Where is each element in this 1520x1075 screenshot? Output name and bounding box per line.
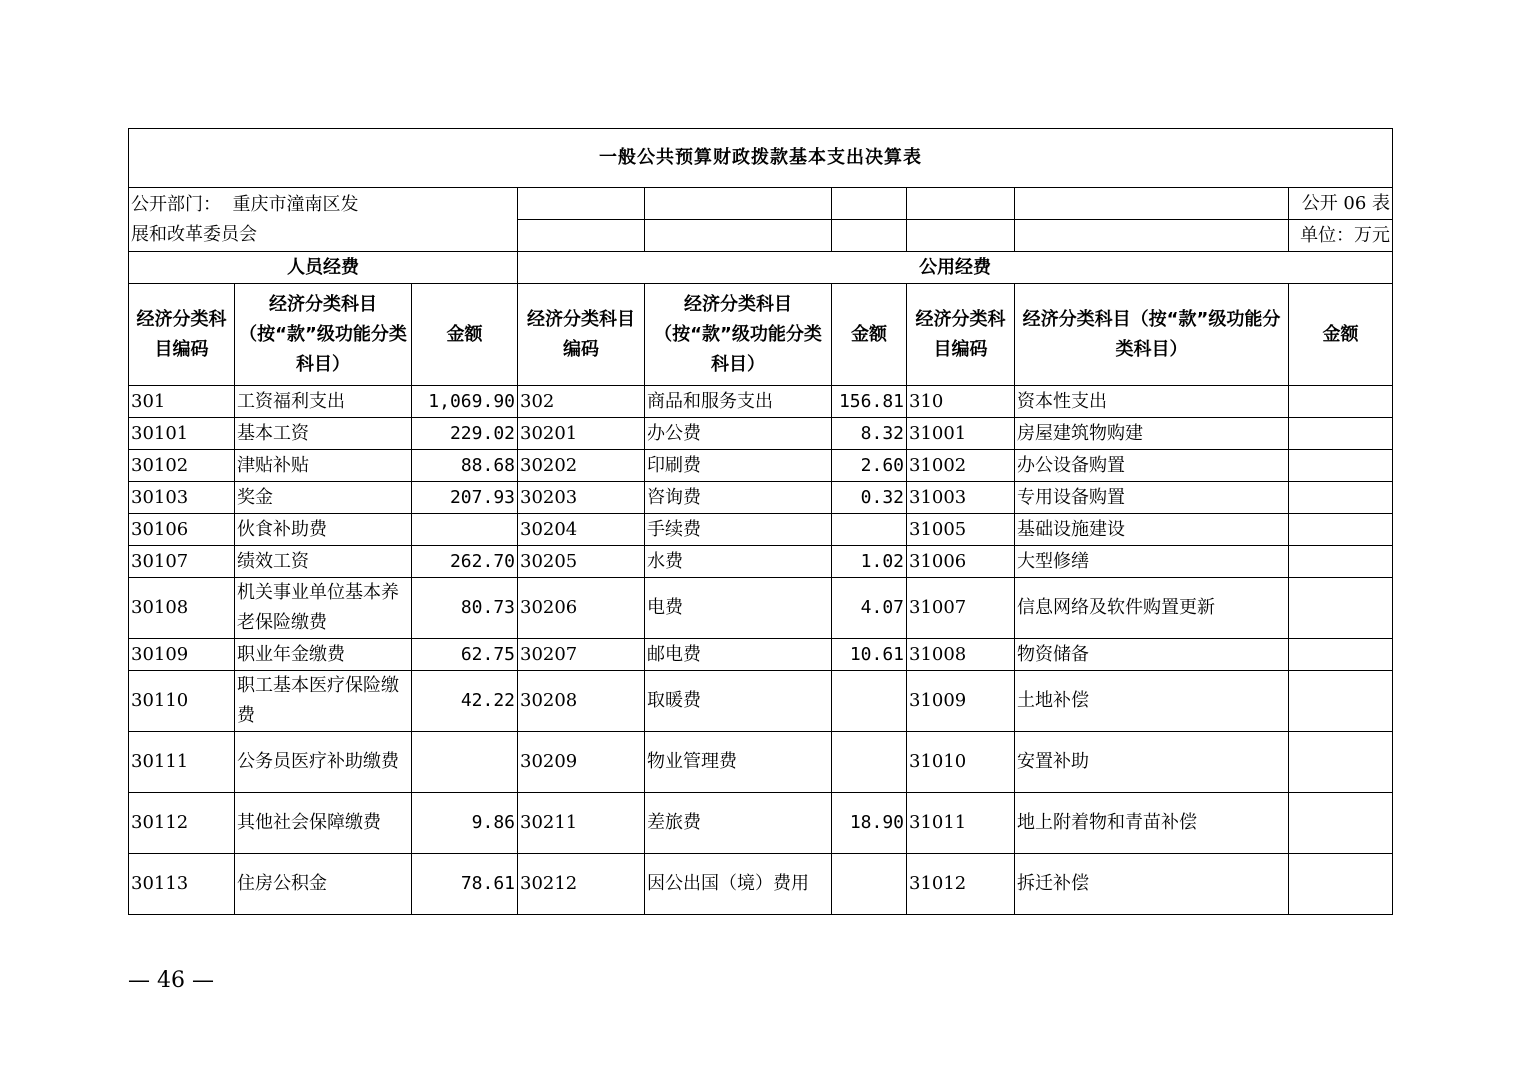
public-amount: 156.81 — [832, 386, 907, 418]
capital-item: 专用设备购置 — [1015, 482, 1289, 514]
personnel-code: 30110 — [129, 671, 235, 732]
personnel-amount: 1,069.90 — [412, 386, 518, 418]
personnel-item: 职业年金缴费 — [235, 639, 412, 671]
public-code: 30211 — [518, 793, 645, 854]
personnel-item: 基本工资 — [235, 418, 412, 450]
capital-amount — [1289, 793, 1393, 854]
table-row — [129, 450, 1393, 482]
capital-code: 31010 — [907, 732, 1015, 793]
blank-cell — [907, 220, 1015, 252]
personnel-amount: 88.68 — [412, 450, 518, 482]
header-amount: 金额 — [832, 284, 907, 386]
table-row — [129, 732, 1393, 793]
public-code: 30201 — [518, 418, 645, 450]
capital-amount — [1289, 732, 1393, 793]
header-code: 经济分类科目编码 — [129, 284, 235, 386]
personnel-code: 30113 — [129, 854, 235, 915]
public-code: 30209 — [518, 732, 645, 793]
personnel-code: 30109 — [129, 639, 235, 671]
personnel-amount: 262.70 — [412, 546, 518, 578]
public-amount — [832, 854, 907, 915]
public-item: 印刷费 — [645, 450, 832, 482]
capital-amount — [1289, 578, 1393, 639]
personnel-amount — [412, 514, 518, 546]
capital-code: 31005 — [907, 514, 1015, 546]
capital-code: 31011 — [907, 793, 1015, 854]
personnel-amount: 42.22 — [412, 671, 518, 732]
capital-amount — [1289, 514, 1393, 546]
public-item: 差旅费 — [645, 793, 832, 854]
public-item: 手续费 — [645, 514, 832, 546]
capital-amount — [1289, 418, 1393, 450]
public-code: 30208 — [518, 671, 645, 732]
personnel-amount: 78.61 — [412, 854, 518, 915]
public-amount: 8.32 — [832, 418, 907, 450]
public-amount: 4.07 — [832, 578, 907, 639]
personnel-item: 绩效工资 — [235, 546, 412, 578]
personnel-item: 公务员医疗补助缴费 — [235, 732, 412, 793]
personnel-code: 301 — [129, 386, 235, 418]
public-code: 302 — [518, 386, 645, 418]
capital-code: 31002 — [907, 450, 1015, 482]
budget-table — [128, 128, 1393, 915]
table-row — [129, 793, 1393, 854]
public-item: 取暖费 — [645, 671, 832, 732]
blank-cell — [518, 220, 645, 252]
capital-code: 31007 — [907, 578, 1015, 639]
personnel-amount: 9.86 — [412, 793, 518, 854]
table-row — [129, 639, 1393, 671]
capital-item: 基础设施建设 — [1015, 514, 1289, 546]
header-code: 经济分类科目编码 — [518, 284, 645, 386]
personnel-amount — [412, 732, 518, 793]
dept-name-line1: 重庆市潼南区发 — [232, 193, 359, 215]
public-amount: 18.90 — [832, 793, 907, 854]
capital-amount — [1289, 450, 1393, 482]
personnel-item: 工资福利支出 — [235, 386, 412, 418]
capital-item: 房屋建筑物购建 — [1015, 418, 1289, 450]
dept-label: 公开部门： — [131, 193, 221, 215]
capital-item: 地上附着物和青苗补偿 — [1015, 793, 1289, 854]
header-amount: 金额 — [1289, 284, 1393, 386]
capital-item: 土地补偿 — [1015, 671, 1289, 732]
public-code: 30206 — [518, 578, 645, 639]
table-row — [129, 578, 1393, 639]
section-public: 公用经费 — [518, 252, 1393, 284]
public-item: 物业管理费 — [645, 732, 832, 793]
public-item: 电费 — [645, 578, 832, 639]
header-code: 经济分类科目编码 — [907, 284, 1015, 386]
table-row — [129, 546, 1393, 578]
blank-cell — [907, 188, 1015, 220]
personnel-code: 30111 — [129, 732, 235, 793]
table-row — [129, 418, 1393, 450]
personnel-item: 机关事业单位基本养老保险缴费 — [235, 578, 412, 639]
blank-cell — [1015, 220, 1289, 252]
personnel-amount: 62.75 — [412, 639, 518, 671]
public-item: 邮电费 — [645, 639, 832, 671]
capital-code: 31008 — [907, 639, 1015, 671]
capital-amount — [1289, 671, 1393, 732]
capital-code: 31012 — [907, 854, 1015, 915]
public-amount — [832, 732, 907, 793]
header-name: 经济分类科目（按“款”级功能分类科目） — [1015, 284, 1289, 386]
dept-name-line2: 展和改革委员会 — [131, 223, 257, 245]
header-amount: 金额 — [412, 284, 518, 386]
personnel-code: 30112 — [129, 793, 235, 854]
public-amount: 1.02 — [832, 546, 907, 578]
capital-code: 31009 — [907, 671, 1015, 732]
public-amount: 2.60 — [832, 450, 907, 482]
page-number: — 46 — — [128, 968, 214, 993]
blank-cell — [832, 220, 907, 252]
blank-cell — [645, 220, 832, 252]
personnel-item: 津贴补贴 — [235, 450, 412, 482]
capital-code: 31006 — [907, 546, 1015, 578]
table-row — [129, 671, 1393, 732]
unit-label: 单位：万元 — [1289, 220, 1393, 252]
public-amount — [832, 671, 907, 732]
capital-amount — [1289, 639, 1393, 671]
capital-amount — [1289, 482, 1393, 514]
capital-item: 信息网络及软件购置更新 — [1015, 578, 1289, 639]
personnel-amount: 229.02 — [412, 418, 518, 450]
personnel-item: 职工基本医疗保险缴费 — [235, 671, 412, 732]
blank-cell — [645, 188, 832, 220]
public-item: 因公出国（境）费用 — [645, 854, 832, 915]
personnel-code: 30106 — [129, 514, 235, 546]
public-item: 水费 — [645, 546, 832, 578]
personnel-item: 住房公积金 — [235, 854, 412, 915]
personnel-code: 30107 — [129, 546, 235, 578]
personnel-item: 奖金 — [235, 482, 412, 514]
public-amount: 0.32 — [832, 482, 907, 514]
public-code: 30203 — [518, 482, 645, 514]
table-row — [129, 482, 1393, 514]
capital-amount — [1289, 546, 1393, 578]
public-item: 商品和服务支出 — [645, 386, 832, 418]
blank-cell — [1015, 188, 1289, 220]
section-personnel: 人员经费 — [129, 252, 518, 284]
public-amount: 10.61 — [832, 639, 907, 671]
personnel-code: 30108 — [129, 578, 235, 639]
header-name: 经济分类科目（按“款”级功能分类科目） — [645, 284, 832, 386]
capital-amount — [1289, 386, 1393, 418]
capital-amount — [1289, 854, 1393, 915]
capital-item: 拆迁补偿 — [1015, 854, 1289, 915]
personnel-code: 30101 — [129, 418, 235, 450]
capital-item: 大型修缮 — [1015, 546, 1289, 578]
table-row — [129, 514, 1393, 546]
public-code: 30205 — [518, 546, 645, 578]
blank-cell — [518, 188, 645, 220]
public-code: 30204 — [518, 514, 645, 546]
blank-cell — [832, 188, 907, 220]
personnel-item: 其他社会保障缴费 — [235, 793, 412, 854]
public-code: 30207 — [518, 639, 645, 671]
capital-item: 物资储备 — [1015, 639, 1289, 671]
dept-cell — [129, 188, 518, 252]
table-row — [129, 386, 1393, 418]
capital-code: 31001 — [907, 418, 1015, 450]
header-name: 经济分类科目（按“款”级功能分类科目） — [235, 284, 412, 386]
personnel-amount: 207.93 — [412, 482, 518, 514]
capital-item: 办公设备购置 — [1015, 450, 1289, 482]
capital-item: 安置补助 — [1015, 732, 1289, 793]
public-code: 30202 — [518, 450, 645, 482]
personnel-item: 伙食补助费 — [235, 514, 412, 546]
public-item: 咨询费 — [645, 482, 832, 514]
public-amount — [832, 514, 907, 546]
capital-item: 资本性支出 — [1015, 386, 1289, 418]
table-number: 公开 06 表 — [1289, 188, 1393, 220]
personnel-code: 30103 — [129, 482, 235, 514]
capital-code: 310 — [907, 386, 1015, 418]
table-row — [129, 854, 1393, 915]
public-item: 办公费 — [645, 418, 832, 450]
public-code: 30212 — [518, 854, 645, 915]
personnel-amount: 80.73 — [412, 578, 518, 639]
page-title: 一般公共预算财政拨款基本支出决算表 — [129, 129, 1393, 188]
capital-code: 31003 — [907, 482, 1015, 514]
personnel-code: 30102 — [129, 450, 235, 482]
